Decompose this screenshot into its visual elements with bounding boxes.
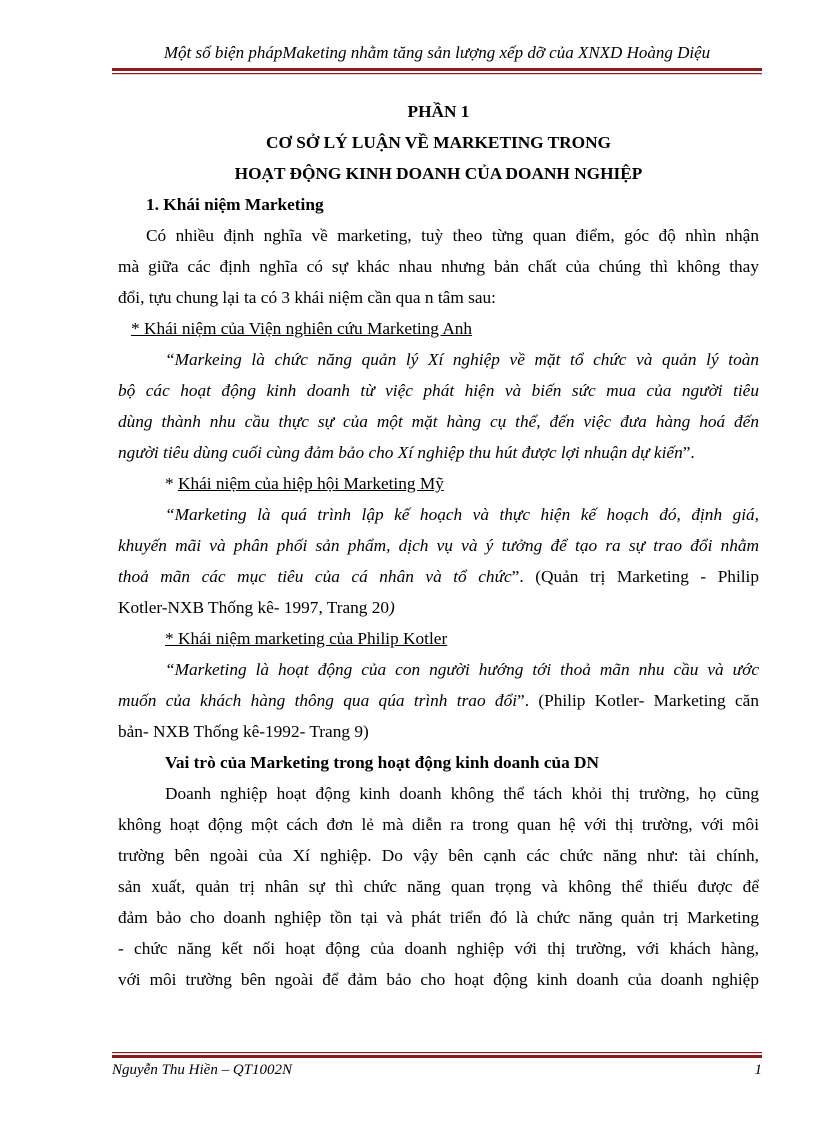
quote-line: bộ các hoạt động kinh doanh từ việc phát hiện và biến sức mua của người tiêu	[118, 381, 759, 400]
paragraph-line: - chức năng kết nối hoạt động của doanh nghiệp với thị trường, với khách hàng,	[118, 939, 759, 958]
quote-line: khuyến mãi và phân phối sản phẩm, dịch vụ và ý tưởng để tạo ra sự trao đổi nhằm	[118, 536, 759, 555]
citation: ”. (Philip Kotler- Marketing căn	[517, 691, 759, 710]
quote-line	[118, 437, 759, 468]
quote-line: “Markeing là chức năng quản lý Xí nghiệp về mặt tổ chức và quản lý toàn	[165, 350, 759, 369]
page-footer	[112, 1060, 762, 1080]
citation-line: bản- NXB Thống kê-1992- Trang 9)	[118, 722, 369, 741]
paragraph-line: với môi trường bên ngoài để đảm bảo cho hoạt động kinh doanh của doanh nghiệp	[118, 970, 759, 989]
quote-line: “Marketing là quá trình lập kế hoạch và thực hiện kế hoạch đó, định giá,	[165, 505, 759, 524]
quote-line	[118, 561, 759, 592]
paragraph-line: trường bên ngoài của Xí nghiệp. Do vậy bên cạnh các chức năng như: tài chính,	[118, 846, 759, 865]
paragraph-line: Doanh nghiệp hoạt động kinh doanh không thể tách khỏi thị trường, họ cũng	[165, 784, 759, 803]
paragraph-line: Có nhiều định nghĩa về marketing, tuỳ theo từng quan điểm, góc độ nhìn nhận	[146, 226, 759, 245]
quote-text: thoả mãn các mục tiêu của cá nhân và tổ chức	[118, 567, 512, 586]
page-number: 1	[754, 1062, 762, 1078]
section-heading: Vai trò của Marketing trong hoạt động kinh doanh của DN	[165, 753, 600, 772]
part-heading: PHẦN 1	[407, 102, 470, 121]
citation-close: )	[389, 598, 395, 617]
paragraph-line: đổi, tựu chung lại ta có 3 khái niệm cần qua n tâm sau:	[118, 288, 496, 307]
quote-text: người tiêu dùng cuối cùng đảm bảo cho Xí nghiệp thu hút được lợi nhuận dự kiến	[118, 443, 683, 462]
footer-author: Nguyễn Thu Hiền – QT1002N	[112, 1062, 292, 1078]
definition-heading-text: Khái niệm của hiệp hội Marketing Mỹ	[177, 474, 444, 493]
header-rule	[112, 68, 762, 76]
citation: ”. (Quản trị Marketing - Philip	[511, 567, 759, 586]
definition-heading	[118, 468, 759, 499]
chapter-title-line-2: HOẠT ĐỘNG KINH DOANH CỦA DOANH NGHIỆP	[234, 164, 643, 183]
page-body	[118, 96, 759, 995]
paragraph-line: đảm bảo cho doanh nghiệp tồn tại và phát triển đó là chức năng quản trị Marketing	[118, 908, 759, 927]
quote-text: muốn của khách hàng thông qua qúa trình trao đổi	[118, 691, 518, 710]
quote-close: ”.	[682, 443, 695, 462]
page-header: Một số biện phápMaketing nhằm tăng sản lượng xếp dỡ của XNXD Hoàng Diệu	[163, 43, 711, 62]
chapter-title-line-1: CƠ SỞ LÝ LUẬN VỀ MARKETING TRONG	[265, 133, 612, 152]
quote-line: dùng thành nhu cầu thực sự của một mặt hàng cụ thể, đến việc đưa hàng hoá đến	[118, 412, 759, 431]
definition-heading: * Khái niệm marketing của Philip Kotler	[165, 629, 448, 648]
bullet-marker: *	[165, 474, 178, 493]
section-heading: 1. Khái niệm Marketing	[146, 195, 324, 214]
paragraph-line: sản xuất, quản trị nhân sự thì chức năng quan trọng và không thể thiếu được để	[118, 877, 759, 896]
quote-line: “Marketing là hoạt động của con người hướng tới thoả mãn nhu cầu và ước	[165, 660, 759, 679]
paragraph-line: mà giữa các định nghĩa có sự khác nhau nhưng bản chất của chúng thì không thay	[118, 257, 759, 276]
citation-line	[118, 592, 759, 623]
definition-heading: * Khái niệm của Viện nghiên cứu Marketing Anh	[131, 319, 473, 338]
quote-line	[118, 685, 759, 716]
footer-rule	[112, 1052, 762, 1060]
paragraph-line: không hoạt động một cách đơn lẻ mà diễn ra trong quan hệ với thị trường, với môi	[118, 815, 759, 834]
citation: Kotler-NXB Thống kê- 1997, Trang 20	[118, 598, 390, 617]
